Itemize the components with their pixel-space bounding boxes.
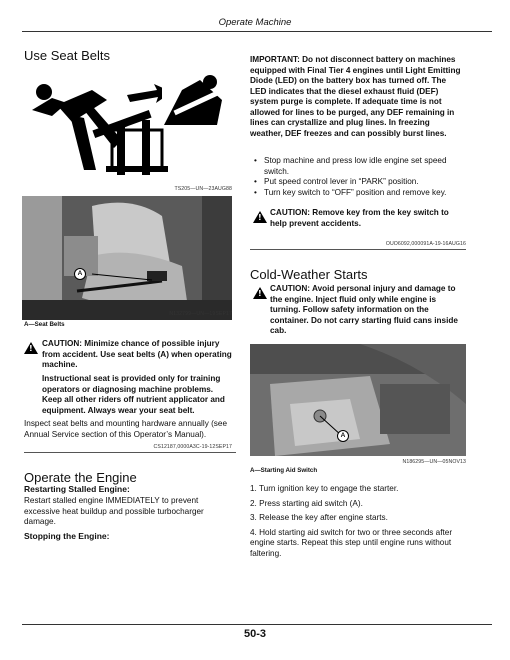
list-item: 1. Turn ignition key to engage the starter. (250, 484, 399, 493)
caution-seat-belts: CAUTION: Minimize chance of possible injury from accident. Use seat belts (A) when operating machine. (42, 339, 232, 369)
list-item: 3. Release the key after engine starts. (250, 513, 388, 522)
ref-ouo6092: OUO6092,000091A-19-16AUG16 (385, 241, 466, 247)
figure-caption-seat-belts: A—Seat Belts (24, 321, 65, 328)
section-rule (250, 249, 466, 250)
seat-belt-safety-illustration (22, 70, 232, 182)
header-rule (22, 31, 492, 32)
warning-icon: ! (253, 287, 267, 299)
section-rule (24, 452, 236, 453)
caution-remove-key: CAUTION: Remove key from the key switch to help prevent accidents. (270, 208, 449, 228)
stop-steps-list (252, 156, 464, 198)
list-item: • Stop machine and press low idle engine set speed switch. (252, 156, 464, 177)
warning-icon: ! (24, 342, 38, 354)
caution-instructional-seat: Instructional seat is provided only for training operators or diagnosing machine problems. Keep all other riders off nutrient applicator and equipment. Always wear your seat belt. (42, 374, 225, 415)
seat-belt-inspection-text: Inspect seat belts and mounting hardware annually (see Annual Service section of this Operator’s Manual). (24, 419, 227, 439)
figure-caption-starting-aid: A—Starting Aid Switch (250, 467, 318, 474)
subhead-stopping: Stopping the Engine: (24, 531, 110, 541)
caution-starting-fluid: CAUTION: Avoid personal injury and damage to the engine. Inject fluid only while engine is turning. Follow safety information on the container. Do not carry starting fluid cans inside cab. (270, 284, 458, 335)
section-title-operate-engine: Operate the Engine (24, 470, 137, 485)
running-header: Operate Machine (218, 17, 292, 28)
section-title-seat-belts: Use Seat Belts (24, 48, 110, 63)
subhead-restarting: Restarting Stalled Engine: (24, 484, 130, 494)
section-title-cold-weather: Cold-Weather Starts (250, 267, 368, 282)
cold-start-steps-list (250, 484, 464, 563)
cab-seat-photo (22, 196, 232, 320)
list-item: 2. Press starting aid switch (A). (250, 498, 363, 508)
figure-ref-n186295: N186295—UN—05NOV13 (402, 459, 466, 465)
figure-ref-n132799: N132799—UN—19SEP17 (169, 311, 232, 317)
ref-cs12187: CS12187,0000A3C-19-12SEP17 (153, 444, 232, 450)
footer-rule (22, 624, 492, 625)
callout-a-starting-aid: A (337, 430, 349, 442)
restarting-text: Restart stalled engine IMMEDIATELY to prevent excessive heat buildup and possible turbocharger damage. (24, 496, 204, 526)
list-item: • Turn key switch to “OFF” position and remove key. (252, 188, 464, 199)
warning-icon: ! (253, 211, 267, 223)
important-battery-notice: IMPORTANT: Do not disconnect battery on machines equipped with Final Tier 4 engines until Light Emitting Diode (LED) on the battery box has turned off. The LED indicates that the diesel exhaust fluid (DEF) system purge is complete. If adequate time is not allowed for lines to be purged, any DEF remaining in lines can crystallize and plug lines. In freezing weather, DEF freezes and can possibly burst lines. (250, 55, 461, 138)
list-item: • Put speed control lever in “PARK” position. (252, 177, 464, 188)
figure-ref-ts205: TS205—UN—23AUG88 (174, 186, 232, 192)
starting-aid-switch-photo (250, 344, 466, 456)
page-number: 50-3 (243, 628, 267, 640)
list-item: 4. Hold starting aid switch for two or three seconds after engine starts. Repeat this step until engine runs without faltering. (250, 527, 453, 558)
callout-a-seat-belts: A (74, 268, 86, 280)
